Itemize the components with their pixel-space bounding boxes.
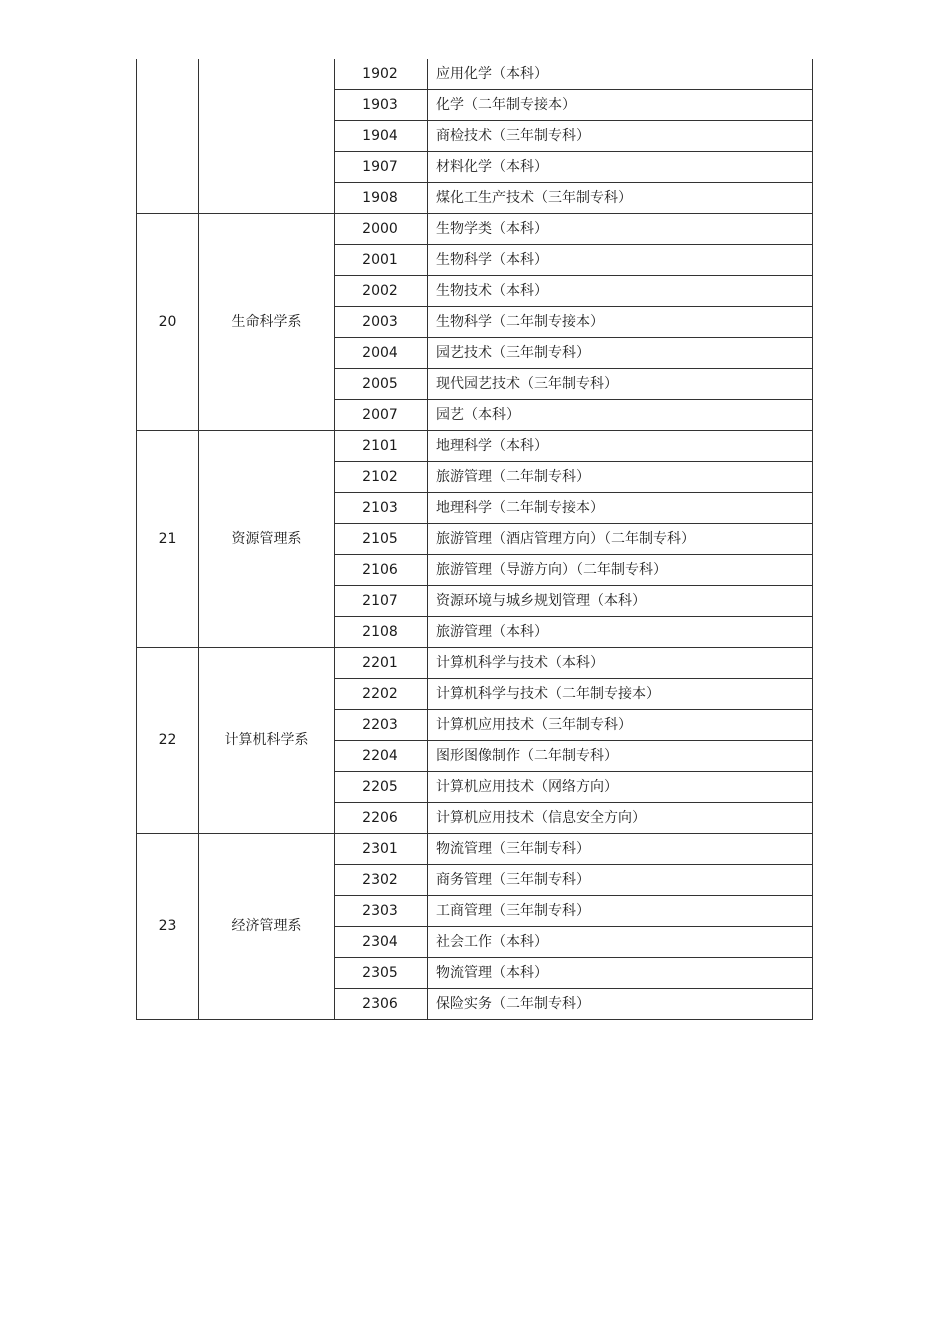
major-code-cell: 2000 xyxy=(335,214,428,245)
major-code-cell: 2101 xyxy=(335,431,428,462)
major-name-cell: 煤化工生产技术（三年制专科） xyxy=(428,183,813,214)
major-code-cell: 2007 xyxy=(335,400,428,431)
major-name-cell: 生物技术（本科） xyxy=(428,276,813,307)
major-name-cell: 计算机科学与技术（二年制专接本） xyxy=(428,679,813,710)
major-name-cell: 物流管理（本科） xyxy=(428,958,813,989)
major-code-cell: 2002 xyxy=(335,276,428,307)
major-name-cell: 计算机科学与技术（本科） xyxy=(428,648,813,679)
major-name-cell: 材料化学（本科） xyxy=(428,152,813,183)
department-name-cell xyxy=(199,59,335,214)
major-code-cell: 1902 xyxy=(335,59,428,90)
major-code-cell: 2106 xyxy=(335,555,428,586)
major-name-cell: 生物学类（本科） xyxy=(428,214,813,245)
majors-table xyxy=(136,59,813,1020)
major-code-cell: 2102 xyxy=(335,462,428,493)
table-row xyxy=(137,834,813,865)
major-name-cell: 旅游管理（酒店管理方向）（二年制专科） xyxy=(428,524,813,555)
department-name-cell: 生命科学系 xyxy=(199,214,335,431)
major-name-cell: 社会工作（本科） xyxy=(428,927,813,958)
major-name-cell: 旅游管理（导游方向）（二年制专科） xyxy=(428,555,813,586)
major-code-cell: 2303 xyxy=(335,896,428,927)
major-code-cell: 2205 xyxy=(335,772,428,803)
table-row xyxy=(137,214,813,245)
major-name-cell: 地理科学（本科） xyxy=(428,431,813,462)
major-name-cell: 园艺（本科） xyxy=(428,400,813,431)
major-code-cell: 2001 xyxy=(335,245,428,276)
department-index-cell: 20 xyxy=(137,214,199,431)
major-code-cell: 2105 xyxy=(335,524,428,555)
major-name-cell: 计算机应用技术（三年制专科） xyxy=(428,710,813,741)
department-name-cell: 资源管理系 xyxy=(199,431,335,648)
major-code-cell: 1907 xyxy=(335,152,428,183)
major-name-cell: 保险实务（二年制专科） xyxy=(428,989,813,1020)
major-code-cell: 2305 xyxy=(335,958,428,989)
major-name-cell: 旅游管理（本科） xyxy=(428,617,813,648)
majors-table-body xyxy=(137,59,813,1020)
major-name-cell: 工商管理（三年制专科） xyxy=(428,896,813,927)
table-row xyxy=(137,648,813,679)
major-code-cell: 2003 xyxy=(335,307,428,338)
major-name-cell: 计算机应用技术（信息安全方向） xyxy=(428,803,813,834)
major-name-cell: 资源环境与城乡规划管理（本科） xyxy=(428,586,813,617)
major-code-cell: 2204 xyxy=(335,741,428,772)
major-name-cell: 商检技术（三年制专科） xyxy=(428,121,813,152)
major-code-cell: 2005 xyxy=(335,369,428,400)
major-code-cell: 2306 xyxy=(335,989,428,1020)
major-name-cell: 计算机应用技术（网络方向） xyxy=(428,772,813,803)
table-row xyxy=(137,59,813,90)
major-name-cell: 旅游管理（二年制专科） xyxy=(428,462,813,493)
major-code-cell: 2103 xyxy=(335,493,428,524)
major-code-cell: 2302 xyxy=(335,865,428,896)
major-name-cell: 图形图像制作（二年制专科） xyxy=(428,741,813,772)
major-code-cell: 2201 xyxy=(335,648,428,679)
department-index-cell: 23 xyxy=(137,834,199,1020)
major-name-cell: 生物科学（本科） xyxy=(428,245,813,276)
major-code-cell: 2202 xyxy=(335,679,428,710)
major-name-cell: 商务管理（三年制专科） xyxy=(428,865,813,896)
major-name-cell: 化学（二年制专接本） xyxy=(428,90,813,121)
major-name-cell: 物流管理（三年制专科） xyxy=(428,834,813,865)
major-code-cell: 1908 xyxy=(335,183,428,214)
major-name-cell: 现代园艺技术（三年制专科） xyxy=(428,369,813,400)
major-code-cell: 2004 xyxy=(335,338,428,369)
department-name-cell: 经济管理系 xyxy=(199,834,335,1020)
department-name-cell: 计算机科学系 xyxy=(199,648,335,834)
major-code-cell: 2203 xyxy=(335,710,428,741)
major-name-cell: 生物科学（二年制专接本） xyxy=(428,307,813,338)
major-code-cell: 2107 xyxy=(335,586,428,617)
major-code-cell: 2206 xyxy=(335,803,428,834)
department-index-cell xyxy=(137,59,199,214)
department-index-cell: 21 xyxy=(137,431,199,648)
major-name-cell: 地理科学（二年制专接本） xyxy=(428,493,813,524)
major-name-cell: 园艺技术（三年制专科） xyxy=(428,338,813,369)
major-name-cell: 应用化学（本科） xyxy=(428,59,813,90)
major-code-cell: 2304 xyxy=(335,927,428,958)
table-row xyxy=(137,431,813,462)
major-code-cell: 1903 xyxy=(335,90,428,121)
major-code-cell: 2108 xyxy=(335,617,428,648)
major-code-cell: 2301 xyxy=(335,834,428,865)
major-code-cell: 1904 xyxy=(335,121,428,152)
department-index-cell: 22 xyxy=(137,648,199,834)
